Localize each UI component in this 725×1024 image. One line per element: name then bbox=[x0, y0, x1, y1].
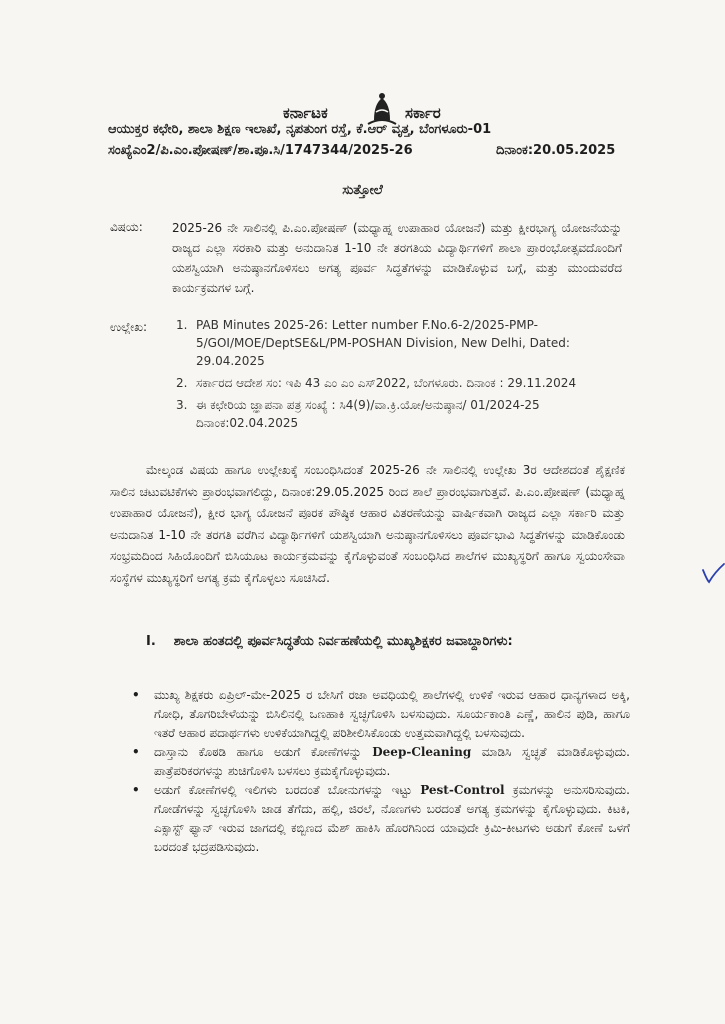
list-item-text-post: ಮಾಡಿಸಿ ಸ್ವಚ್ಛತೆ ಮಾಡಿಕೊಳ್ಳುವುದು. ಪಾತ್ರೆಪರಿಕರಗಳನ್ನು ಶುಚಿಗೊಳಿಸಿ ಬಳಸಲು ಕ್ರಮಕೈಗೊಳ್ಳುವುದು. bbox=[154, 745, 630, 778]
reference-item bbox=[176, 316, 616, 370]
list-item bbox=[130, 686, 630, 743]
list-item bbox=[130, 781, 630, 857]
bullet-icon: • bbox=[132, 688, 140, 702]
state-name-right: ಸರ್ಕಾರ bbox=[405, 104, 441, 122]
list-item-text-pre: ದಾಸ್ತಾನು ಕೊಠಡಿ ಹಾಗೂ ಅಡುಗೆ ಕೋಣೆಗಳನ್ನು bbox=[154, 745, 373, 759]
document-date: ದಿನಾಂಕ:20.05.2025 bbox=[496, 143, 616, 158]
reference-number-marker: 1. bbox=[176, 318, 188, 332]
reference-number-marker: 3. bbox=[176, 398, 188, 412]
reference-text: ಈ ಕಛೇರಿಯ ಜ್ಞಾಪನಾ ಪತ್ರ ಸಂಖ್ಯೆ : ಸಿ4(9)/ವಾ.ಕ್ರಿ.ಯೋ/ಅನುಷ್ಠಾನ/ 01/2024-25 ದಿನಾಂಕ:02.04.2025 bbox=[196, 398, 540, 430]
bullet-icon: • bbox=[132, 783, 140, 797]
subject-text: 2025-26 ನೇ ಸಾಲಿನಲ್ಲಿ ಪಿ.ಎಂ.ಪೋಷಣ್ (ಮಧ್ಯಾಹ್ನ ಉಪಾಹಾರ ಯೋಜನೆ) ಮತ್ತು ಕ್ಷೀರಭಾಗ್ಯ ಯೋಜನೆಯನ್ನು ರಾಜ್ಯದ ಎಲ್ಲಾ ಸರಕಾರಿ ಮತ್ತು ಅನುದಾನಿತ 1-10 ನೇ ತರಗತಿಯ ವಿದ್ಯಾರ್ಥಿಗಳಿಗೆ ಶಾಲಾ ಪ್ರಾರಂಭೋತ್ಸವದೊಂದಿಗೆ ಯಶಸ್ವಿಯಾಗಿ ಅನುಷ್ಠಾನಗೊಳಿಸಲು ಅಗತ್ಯ ಪೂರ್ವ ಸಿದ್ಧತೆಗಳನ್ನು ಮಾಡಿಕೊಳ್ಳುವ ಬಗ್ಗೆ, ಮತ್ತು ಮುಂದುವರೆದ ಕಾರ್ಯಕ್ರಮಗಳ ಬಗ್ಗೆ. bbox=[172, 221, 622, 295]
state-name-left: ಕರ್ನಾಟಕ bbox=[283, 104, 328, 122]
subject-label: ವಿಷಯ: bbox=[110, 220, 143, 234]
body-paragraph: ಮೇಲ್ಕಂಡ ವಿಷಯ ಹಾಗೂ ಉಲ್ಲೇಖಕ್ಕೆ ಸಂಬಂಧಿಸಿದಂತೆ 2025-26 ನೇ ಸಾಲಿನಲ್ಲಿ ಉಲ್ಲೇಖ 3ರ ಆದೇಶದಂತೆ ಶೈಕ್ಷಣಿಕ ಸಾಲಿನ ಚಟುವಟಿಕೆಗಳು ಪ್ರಾರಂಭವಾಗಲಿದ್ದು, ದಿನಾಂಕ:29.05.2025 ರಿಂದ ಶಾಲೆ ಪ್ರಾರಂಭವಾಗುತ್ತವೆ. ಪಿ.ಎಂ.ಪೋಷಣ್ (ಮಧ್ಯಾಹ್ನ ಉಪಾಹಾರ ಯೋಜನೆ), ಕ್ಷೀರ ಭಾಗ್ಯ ಯೋಜನೆ ಪೂರಕ ಪೌಷ್ಠಿಕ ಆಹಾರ ವಿತರಣೆಯನ್ನು ವಾರ್ಷಿಕವಾಗಿ ರಾಜ್ಯದ ಎಲ್ಲಾ ಸರ್ಕಾರಿ ಮತ್ತು ಅನುದಾನಿತ 1-10 ನೇ ತರಗತಿ ವರೆಗಿನ ವಿದ್ಯಾರ್ಥಿಗಳಿಗೆ ಯಶಸ್ವಿಯಾಗಿ ಅನುಷ್ಠಾನಗೊಳಿಸಲು ಪೂರ್ವಭಾವಿ ಸಿದ್ಧತೆಗಳನ್ನು ಮಾಡಿಕೊಂಡು ಸಂಭ್ರಮದಿಂದ ಸಿಹಿಯೊಂದಿಗೆ ಬಿಸಿಯೂಟ ಕಾರ್ಯಕ್ರಮವನ್ನು ಕೈಗೊಳ್ಳುವಂತೆ ಸಂಬಂಧಿಸಿದ ಶಾಲೆಗಳ ಮುಖ್ಯಸ್ಥರಿಗೆ ಹಾಗೂ ಸ್ವಯಂಸೇವಾ ಸಂಸ್ಥೆಗಳ ಮುಖ್ಯಸ್ಥರಿಗೆ ಅಗತ್ಯ ಕ್ರಮ ಕೈಗೊಳ್ಳಲು ಸೂಚಿಸಿದೆ. bbox=[110, 463, 625, 585]
reference-item bbox=[176, 396, 616, 432]
references-list bbox=[176, 316, 616, 436]
reference-text: ಸರ್ಕಾರದ ಆದೇಶ ಸಂ: ಇಪಿ 43 ಎಂ ಎಂ ಎಸ್2022, ಬೆಂಗಳೂರು. ದಿನಾಂಕ : 29.11.2024 bbox=[196, 376, 577, 390]
section-number: I. bbox=[146, 634, 156, 649]
list-item-bold-term: Deep-Cleaning bbox=[372, 745, 472, 759]
section-heading-text: ಶಾಲಾ ಹಂತದಲ್ಲಿ ಪೂರ್ವಸಿದ್ಧತೆಯ ನಿರ್ವಹಣೆಯಲ್ಲಿ ಮುಖ್ಯಶಿಕ್ಷಕರ ಜವಾಬ್ದಾರಿಗಳು: bbox=[173, 634, 513, 649]
list-item-text-post: ಕ್ರಮಗಳನ್ನು ಅನುಸರಿಸುವುದು. ಗೋಡೆಗಳನ್ನು ಸ್ವಚ್ಛಗೊಳಿಸಿ ಜಾಡ ತೆಗೆದು, ಹಲ್ಲಿ, ಜಿರಲೆ, ನೊಣಗಳು ಬರದಂತೆ ಅಗತ್ಯ ಕ್ರಮಗಳನ್ನು ಕೈಗೊಳ್ಳುವುದು. ಕಿಟಕಿ, ಎಕ್ಸಾಸ್ಟ್ ಫ್ಯಾನ್ ಇರುವ ಜಾಗದಲ್ಲಿ ಕಬ್ಬಿಣದ ಮೆಶ್ ಹಾಕಿಸಿ ಹೊರಗಿನಿಂದ ಯಾವುದೇ ಕ್ರಿಮಿ-ಕೀಟಗಳು ಅಡುಗೆ ಕೋಣೆ ಒಳಗೆ ಬರದಂತೆ ಭದ್ರಪಡಿಸುವುದು. bbox=[154, 783, 630, 854]
references-label: ಉಲ್ಲೇಖ: bbox=[110, 320, 148, 334]
office-address: ಆಯುಕ್ತರ ಕಛೇರಿ, ಶಾಲಾ ಶಿಕ್ಷಣ ಇಲಾಖೆ, ನೃಪತುಂಗ ರಸ್ತೆ, ಕೆ.ಆರ್ ವೃತ್ತ, ಬೆಂಗಳೂರು-01 bbox=[108, 122, 492, 137]
document-title: ಸುತ್ತೋಲೆ bbox=[342, 183, 383, 198]
list-item-bold-term: Pest-Control bbox=[420, 783, 505, 797]
reference-number-marker: 2. bbox=[176, 376, 188, 390]
list-item-text-pre: ಅಡುಗೆ ಕೋಣೆಗಳಲ್ಲಿ ಇಲಿಗಳು ಬರದಂತೆ ಬೋನುಗಳನ್ನು ಇಟ್ಟು bbox=[154, 783, 421, 797]
list-item-text: ಮುಖ್ಯ ಶಿಕ್ಷಕರು ಏಪ್ರಿಲ್-ಮೇ-2025 ರ ಬೇಸಿಗೆ ರಜಾ ಅವಧಿಯಲ್ಲಿ ಶಾಲೆಗಳಲ್ಲಿ ಉಳಿಕೆ ಇರುವ ಆಹಾರ ಧಾನ್ಯಗಳಾದ ಅಕ್ಕಿ, ಗೋಧಿ, ತೊಗರಿಬೇಳೆಯನ್ನು ಬಿಸಿಲಿನಲ್ಲಿ ಒಣಹಾಕಿ ಸ್ವಚ್ಛಗೊಳಿಸಿ ಬಳಸುವುದು. ಸೂರ್ಯಕಾಂತಿ ಎಣ್ಣೆ, ಹಾಲಿನ ಪುಡಿ, ಹಾಗೂ ಇತರೆ ಆಹಾರ ಪದಾರ್ಥಗಳು ಉಳಿಕೆಯಾಗಿದ್ದಲ್ಲಿ ಪರಿಶೀಲಿಸಿಕೊಂಡು ಉತ್ತಮವಾಗಿದ್ದಲ್ಲಿ ಬಳಸುವುದು. bbox=[154, 688, 630, 740]
reference-text: PAB Minutes 2025-26: Letter number F.No.6-2/2025-PMP-5/GOI/MOE/DeptSE&L/PM-POSHAN Division, New Delhi, Dated: 29.04.2025 bbox=[196, 318, 570, 368]
reference-item bbox=[176, 374, 616, 392]
reference-number: ಸಂಖ್ಯೆಎಂ2/ಪಿ.ಎಂ.ಪೋಷಣ್/ಶಾ.ಪೂ.ಸಿ/1747344/2025-26 bbox=[108, 143, 413, 158]
handwritten-tick-mark bbox=[700, 560, 725, 586]
list-item bbox=[130, 743, 630, 781]
bullet-icon: • bbox=[132, 745, 140, 759]
responsibilities-list bbox=[130, 686, 630, 857]
section-heading bbox=[110, 631, 625, 653]
